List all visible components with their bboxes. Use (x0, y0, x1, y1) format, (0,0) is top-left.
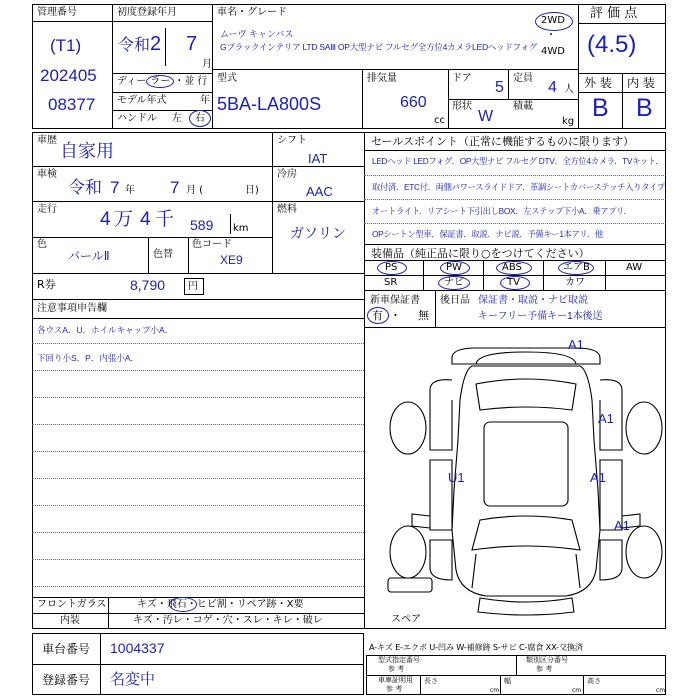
equip-tv: TV (507, 277, 520, 288)
front-glass-items: キズ・飛石・ヒビ割・リペア跡・X要 (137, 599, 304, 610)
grade: Gブラックインテリア LTD SAⅢ OP大型ナビ フルセグ全方位4カメラLEDヘッドフォグ (220, 42, 537, 52)
kanri-label: 管理番号 (37, 7, 77, 18)
color-change-label: 色替 (153, 249, 173, 260)
warranty-sep: ・ (390, 309, 401, 322)
fuel-label: 燃料 (277, 204, 297, 215)
sales-line-1: LEDヘッド LEDフォグ．OP大型ナビ フルセグ DTV．全方位4カメラ．TVキット． (372, 156, 664, 166)
month-unit: 月 (202, 59, 212, 70)
notes-title: 注意事項申告欄 (37, 303, 107, 314)
chassis-label: 車台番号 (42, 642, 91, 656)
warranty-yes: 有 (372, 309, 383, 322)
inspection-year-unit: 年 (125, 185, 135, 196)
model-code: 5BA-LA800S (217, 94, 322, 114)
equip-ps: PS (385, 262, 398, 273)
front-glass-label: フロントガラス (37, 599, 107, 610)
spare-label: スペア (391, 614, 421, 625)
equip-abs: ABS (502, 262, 522, 273)
inspection-label: 車検 (37, 169, 57, 180)
drive-dot: ・ (546, 30, 556, 41)
car-damage-diagram (368, 330, 664, 626)
damage-mark-right-front: A1 (614, 518, 630, 533)
mileage-man: 4 (100, 209, 111, 230)
first-reg-year: 2 (150, 33, 162, 55)
height-label: 高さ (587, 677, 601, 685)
name-label: 車名・グレード (217, 7, 287, 18)
inspection-day-unit: 日) (245, 185, 259, 196)
sales-line-4: OPシートン型車．保証書．取説．ナビ説．予備キー1本アリ．他 (372, 229, 603, 239)
after-items-1: 保証書・取説・ナビ取説 (478, 295, 588, 306)
history-label: 車歴 (37, 135, 57, 146)
chassis-proof-ref: 参 考 (386, 685, 403, 693)
interior-label-row: 内装 (60, 615, 80, 626)
km-unit: km (233, 223, 249, 234)
capacity-value: 4 (548, 79, 557, 96)
class-number-ref: 参 考 (536, 665, 553, 673)
exterior-grade: B (592, 94, 609, 122)
sales-line-2: 取付済．ETC付．両側パワースライドドア．革調シートカバーステッチ入りタイプ． (372, 182, 673, 192)
model-label: 型式 (217, 73, 237, 84)
capacity-label: 定員 (513, 73, 533, 84)
chassis-proof-label: 車庫証明用 (378, 676, 413, 684)
displacement-value: 660 (400, 94, 427, 111)
damage-mark-left: U1 (448, 470, 465, 485)
dealer-label: ディー ラー ・並 行 (117, 76, 208, 87)
handle-label: ハンドル (117, 113, 157, 124)
inspection-month-unit: 月 ( (186, 185, 204, 196)
registration-value: 名変中 (110, 671, 156, 688)
notes-line-2: 下回り小S．P．内張小A． (37, 353, 140, 363)
damage-legend: A-キズ E-エクボ U-凹み W-補修跡 S-サビ C-腐食 XX-交換済 (369, 642, 583, 652)
recycle-value: 8,790 (130, 277, 166, 293)
interior-grade: B (636, 94, 653, 122)
type-number-label: 型式指定番号 (378, 656, 420, 664)
warranty-no: 無 (418, 309, 429, 322)
after-items-label: 後日品 (440, 295, 470, 306)
fuel-value: ガソリン (290, 225, 346, 241)
ac-label: 冷房 (277, 169, 297, 180)
class-number-label: 類別区分番号 (526, 656, 568, 664)
equip-airbag: エアB (563, 262, 590, 273)
equipment-title: 装備品（純正品に限り○をつけてください） (371, 247, 590, 260)
interior-label: 内 装 (627, 76, 655, 90)
length-label: 長さ (424, 677, 438, 685)
shift-value: IAT (308, 151, 328, 166)
inspection-month: 7 (170, 178, 180, 197)
sales-title: セールスポイント（正常に機能するものに限ります） (371, 135, 635, 148)
equip-pw: PW (446, 262, 462, 273)
kanri-number-2: 08377 (48, 95, 96, 114)
car-name: ムーヴ キャンバス (220, 29, 294, 39)
type-number-ref: 参 考 (388, 665, 405, 673)
equip-aw: AW (626, 262, 643, 273)
drive-2wd: 2WD (541, 15, 565, 26)
damage-mark-right: A1 (590, 470, 606, 485)
mileage-rest: 589 (190, 217, 214, 233)
capacity-unit: 人 (564, 84, 574, 95)
sales-line-3: オートライト．リアシート下引出しBOX．左ステップ下小A．乗アプリ． (372, 206, 632, 216)
mileage-man-unit: 万 (114, 209, 134, 230)
first-reg-label: 初度登録年月 (117, 7, 177, 18)
damage-mark-rear: A1 (568, 337, 584, 352)
eval-label: 評 価 点 (590, 6, 638, 21)
shape-value: W (478, 108, 494, 125)
interior-items: キズ・汚レ・コゲ・穴・スレ・キレ・破レ (133, 615, 323, 626)
color-value: パールⅡ (68, 249, 110, 263)
damage-mark-right-rear: A1 (598, 411, 614, 426)
recycle-unit: 円 (188, 281, 198, 292)
eval-score: (4.5) (587, 31, 637, 58)
equip-navi: ナビ (444, 277, 464, 288)
warranty-label: 新車保証書 (370, 295, 420, 306)
ac-value: AAC (306, 184, 333, 199)
mileage-label: 走行 (37, 204, 57, 215)
height-unit: cm (656, 687, 666, 694)
width-label: 幅 (504, 677, 511, 685)
mileage-sen-unit: 千 (155, 209, 175, 230)
exterior-label: 外 装 (584, 76, 612, 90)
kanri-venue: (T1) (50, 36, 82, 55)
history-value: 自家用 (60, 141, 114, 161)
displacement-unit: cc (434, 115, 445, 126)
year-unit: 年 (200, 95, 210, 106)
first-reg-era: 令和 (118, 37, 151, 54)
registration-label: 登録番号 (42, 673, 91, 687)
door-label: ドア (452, 73, 472, 84)
color-label: 色 (37, 239, 47, 250)
equip-leather: カワ (565, 277, 585, 288)
inspection-era: 令和 (68, 178, 102, 197)
color-code: XE9 (220, 253, 243, 267)
equip-sr: SR (384, 277, 398, 288)
first-reg-month: 7 (186, 33, 198, 55)
width-unit: cm (572, 687, 582, 694)
chassis-value: 1004337 (110, 640, 165, 656)
drive-4wd: 4WD (541, 46, 565, 57)
length-unit: cm (490, 687, 500, 694)
notes-line-1: 各ウスA．U．ホイルキャップ小A． (37, 325, 174, 335)
load-unit: kg (562, 116, 575, 127)
after-items-2: キーフリー予備キー1本後送 (478, 311, 603, 322)
handle-left: 左 (172, 113, 182, 124)
displacement-label: 排気量 (367, 73, 397, 84)
handle-right: 右 (195, 113, 205, 124)
inspection-year: 7 (110, 178, 120, 197)
kanri-number-1: 202405 (40, 66, 97, 85)
recycle-label: R券 (37, 278, 56, 291)
shift-label: シフト (277, 135, 307, 146)
shape-label: 形状 (452, 101, 472, 112)
load-label: 積載 (513, 101, 533, 112)
color-code-label: 色コード (192, 239, 232, 250)
mileage-sen: 4 (140, 209, 151, 230)
door-value: 5 (495, 79, 504, 96)
model-year-label: モデル年式 (117, 95, 167, 106)
